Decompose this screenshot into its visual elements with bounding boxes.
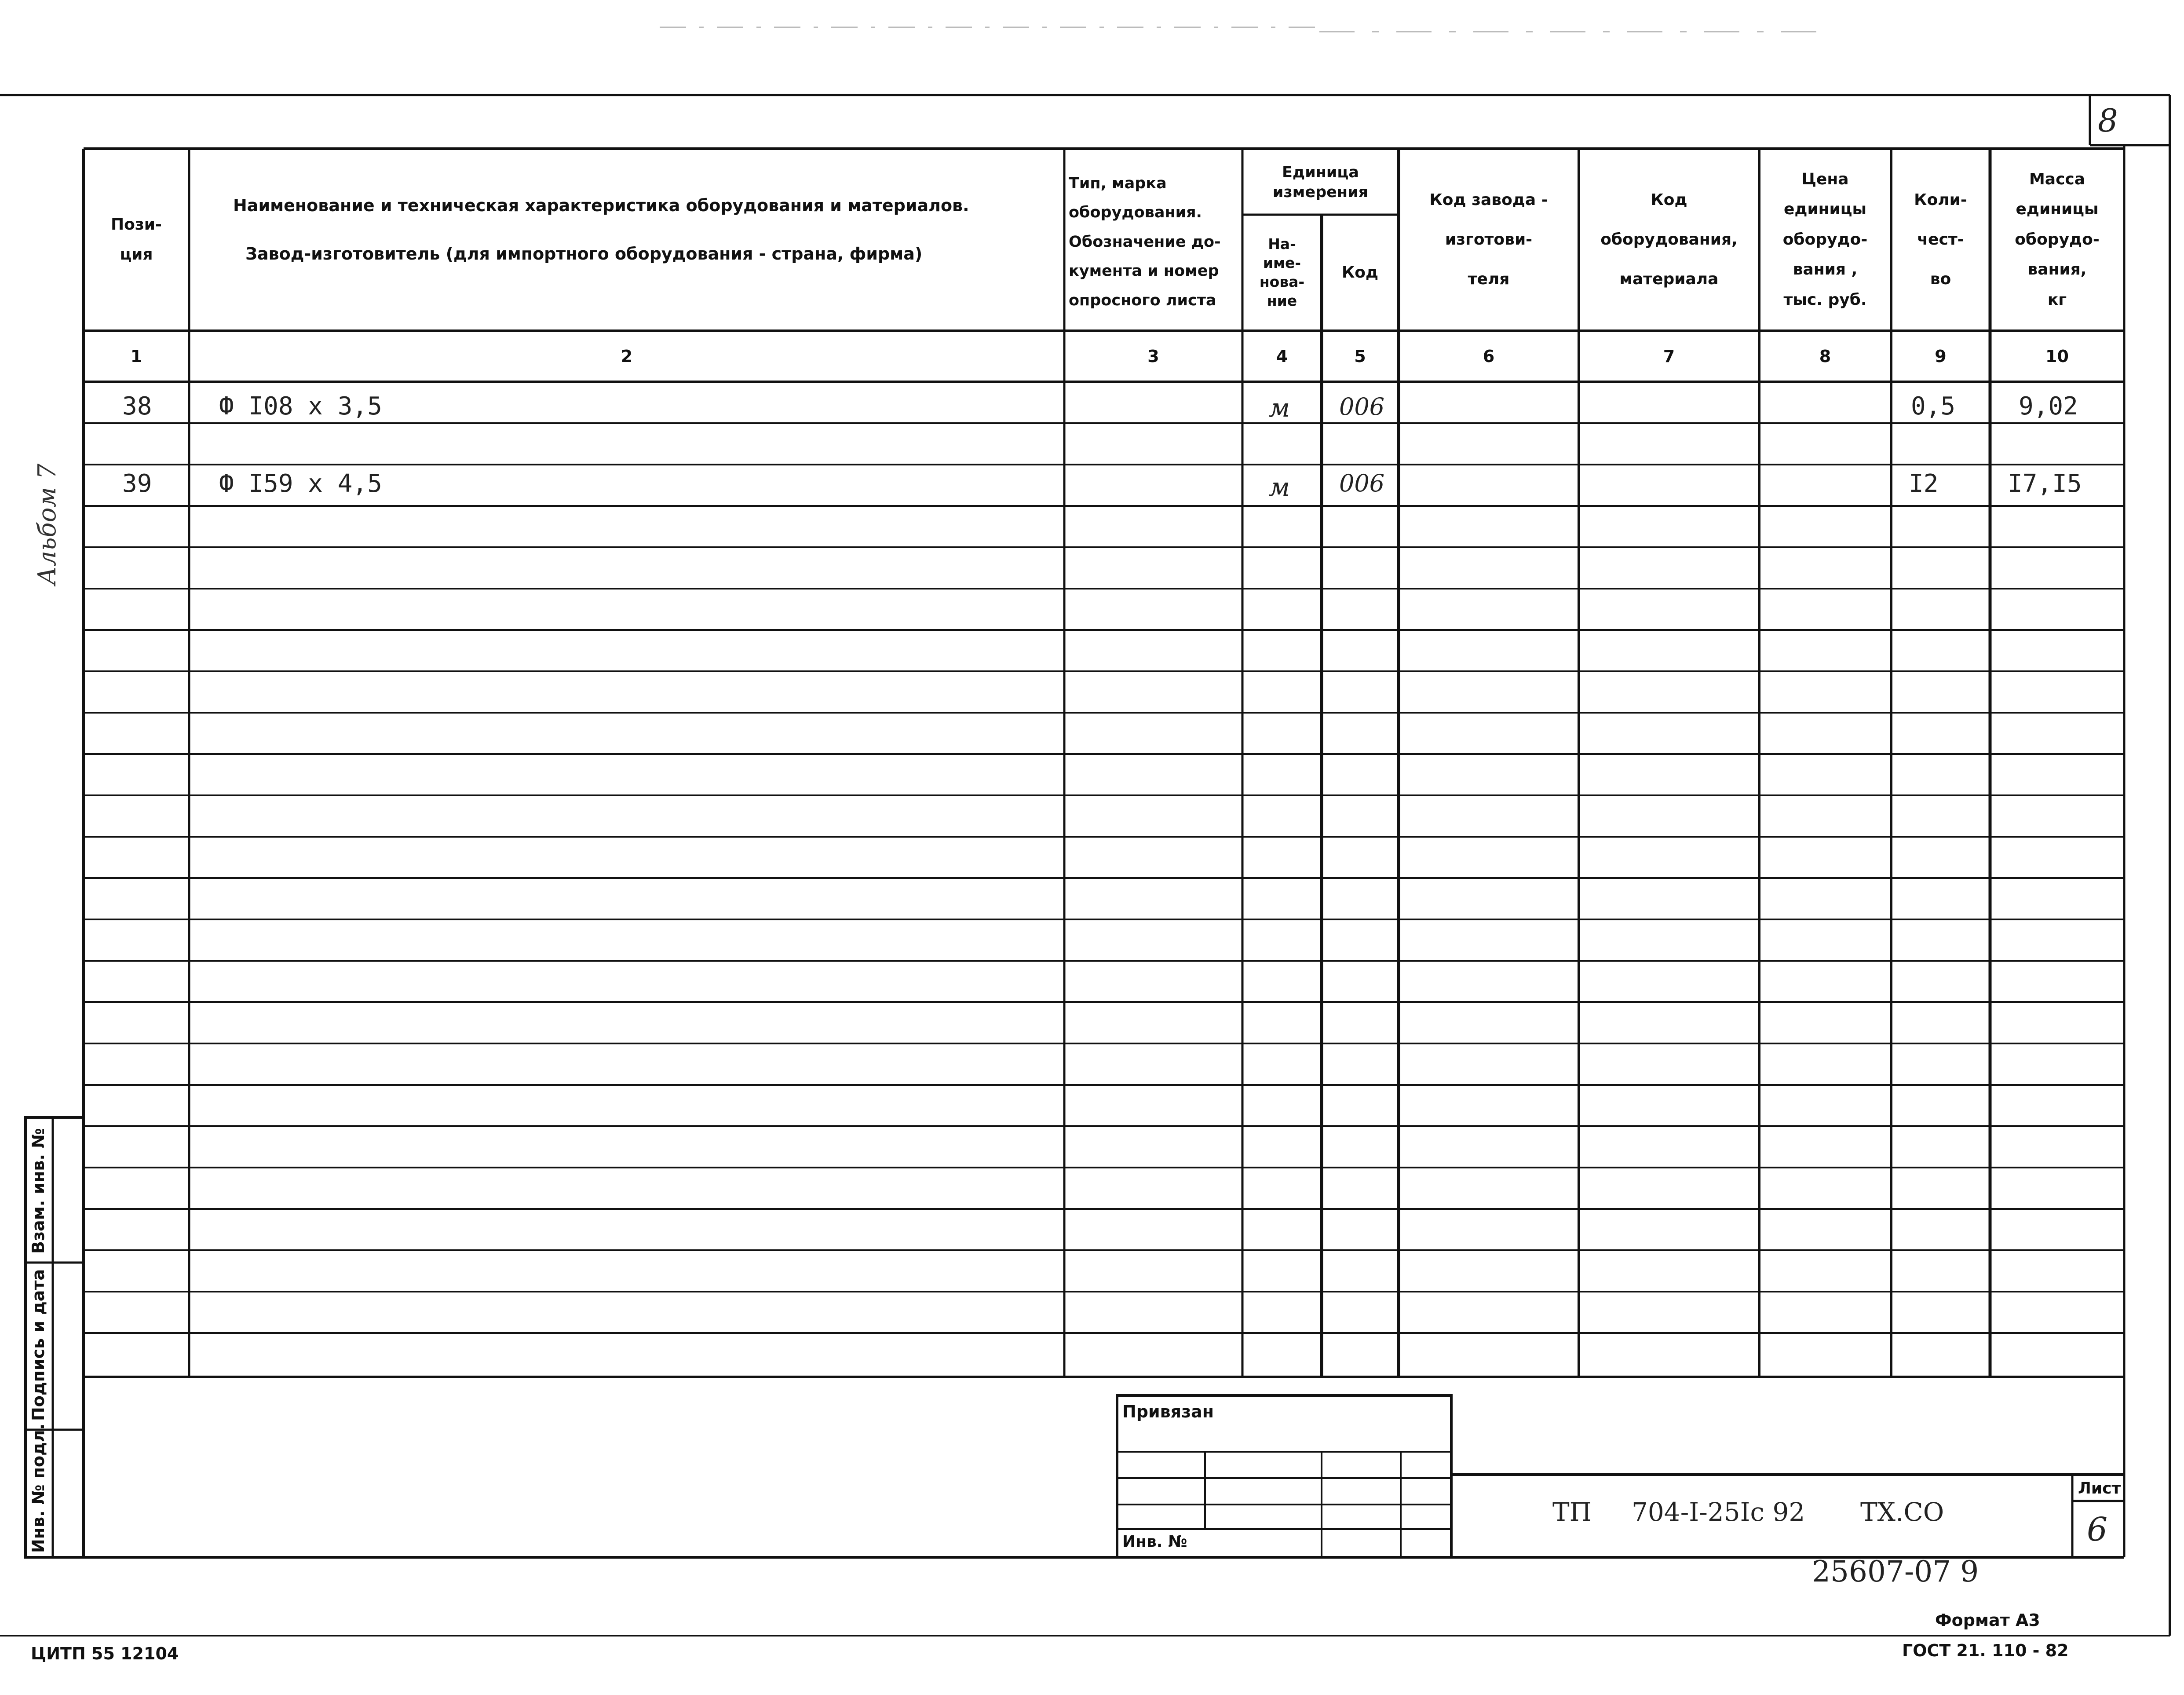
column-number: 8: [1819, 347, 1831, 366]
album-label: Альбом 7: [33, 463, 62, 585]
row-name: Ф I59 x 4,5: [219, 469, 382, 498]
footer-gost: ГОСТ 21. 110 - 82: [1902, 1641, 2069, 1660]
document-number: 704-I-25Iс 92: [1632, 1497, 1805, 1527]
document-prefix: ТП: [1552, 1497, 1592, 1527]
column-number: 4: [1276, 347, 1288, 366]
header-unit-mass: Масса единицы оборудо- вания, кг: [2015, 170, 2100, 309]
header-unit-code: Код: [1341, 263, 1379, 282]
sheet-number: 6: [2087, 1511, 2108, 1549]
header-unit-price: Цена единицы оборудо- вания , тыс. руб.: [1782, 170, 1868, 309]
header-name-line1: Наименование и техническая характеристика оборудования и материалов.: [233, 196, 969, 215]
bound-block-title: Привязан: [1122, 1402, 1214, 1421]
bound-block-inv: Инв. №: [1122, 1533, 1187, 1551]
row-mass: 9,02: [2019, 392, 2078, 421]
header-equipment-code: Код оборудования, материала: [1600, 191, 1738, 288]
header-name-line2: Завод-изготовитель (для импортного оборудования - страна, фирма): [245, 244, 923, 264]
row-unit-name: м: [1269, 393, 1290, 423]
column-number: 6: [1483, 347, 1495, 366]
column-number: 1: [130, 347, 142, 366]
side-stamp-signature-date: Подпись и дата: [29, 1269, 48, 1421]
header-quantity: Коли- чест- во: [1914, 191, 1967, 288]
row-mass: I7,I5: [2008, 469, 2082, 498]
column-number: 2: [621, 347, 633, 366]
row-unit-code: 006: [1339, 469, 1385, 497]
row-position: 39: [122, 469, 152, 498]
column-number: 7: [1663, 347, 1675, 366]
document-suffix: ТХ.СО: [1860, 1497, 1944, 1527]
header-factory-code: Код завода - изготови- теля: [1429, 191, 1548, 288]
sheet-label: Лист: [2078, 1479, 2121, 1497]
footer-format: Формат А3: [1935, 1611, 2040, 1630]
header-type-mark: Тип, марка оборудования. Обозначение до- кумента и номер опросного листа: [1069, 174, 1221, 309]
header-unit-group: Единица измерения: [1272, 163, 1369, 201]
sheet-corner-number: 8: [2098, 102, 2118, 139]
side-stamp-original-inv: Инв. № подл.: [29, 1423, 48, 1553]
row-quantity: I2: [1909, 469, 1939, 498]
header-position: Пози- ция: [111, 215, 162, 264]
row-name: Ф I08 x 3,5: [219, 392, 382, 421]
column-number: 3: [1147, 347, 1159, 366]
row-position: 38: [122, 392, 152, 421]
column-number: 5: [1354, 347, 1366, 366]
row-unit-code: 006: [1339, 393, 1385, 421]
column-number: 9: [1935, 347, 1947, 366]
footer-left-code: ЦИТП 55 12104: [31, 1644, 179, 1663]
side-stamp-replacement-inv: Взам. инв. №: [29, 1128, 48, 1254]
row-unit-name: м: [1269, 472, 1290, 502]
archive-code: 25607-07 9: [1812, 1555, 1979, 1589]
row-quantity: 0,5: [1911, 392, 1956, 421]
header-unit-name: На- име- нова- ние: [1259, 235, 1305, 309]
column-number: 10: [2045, 347, 2069, 366]
